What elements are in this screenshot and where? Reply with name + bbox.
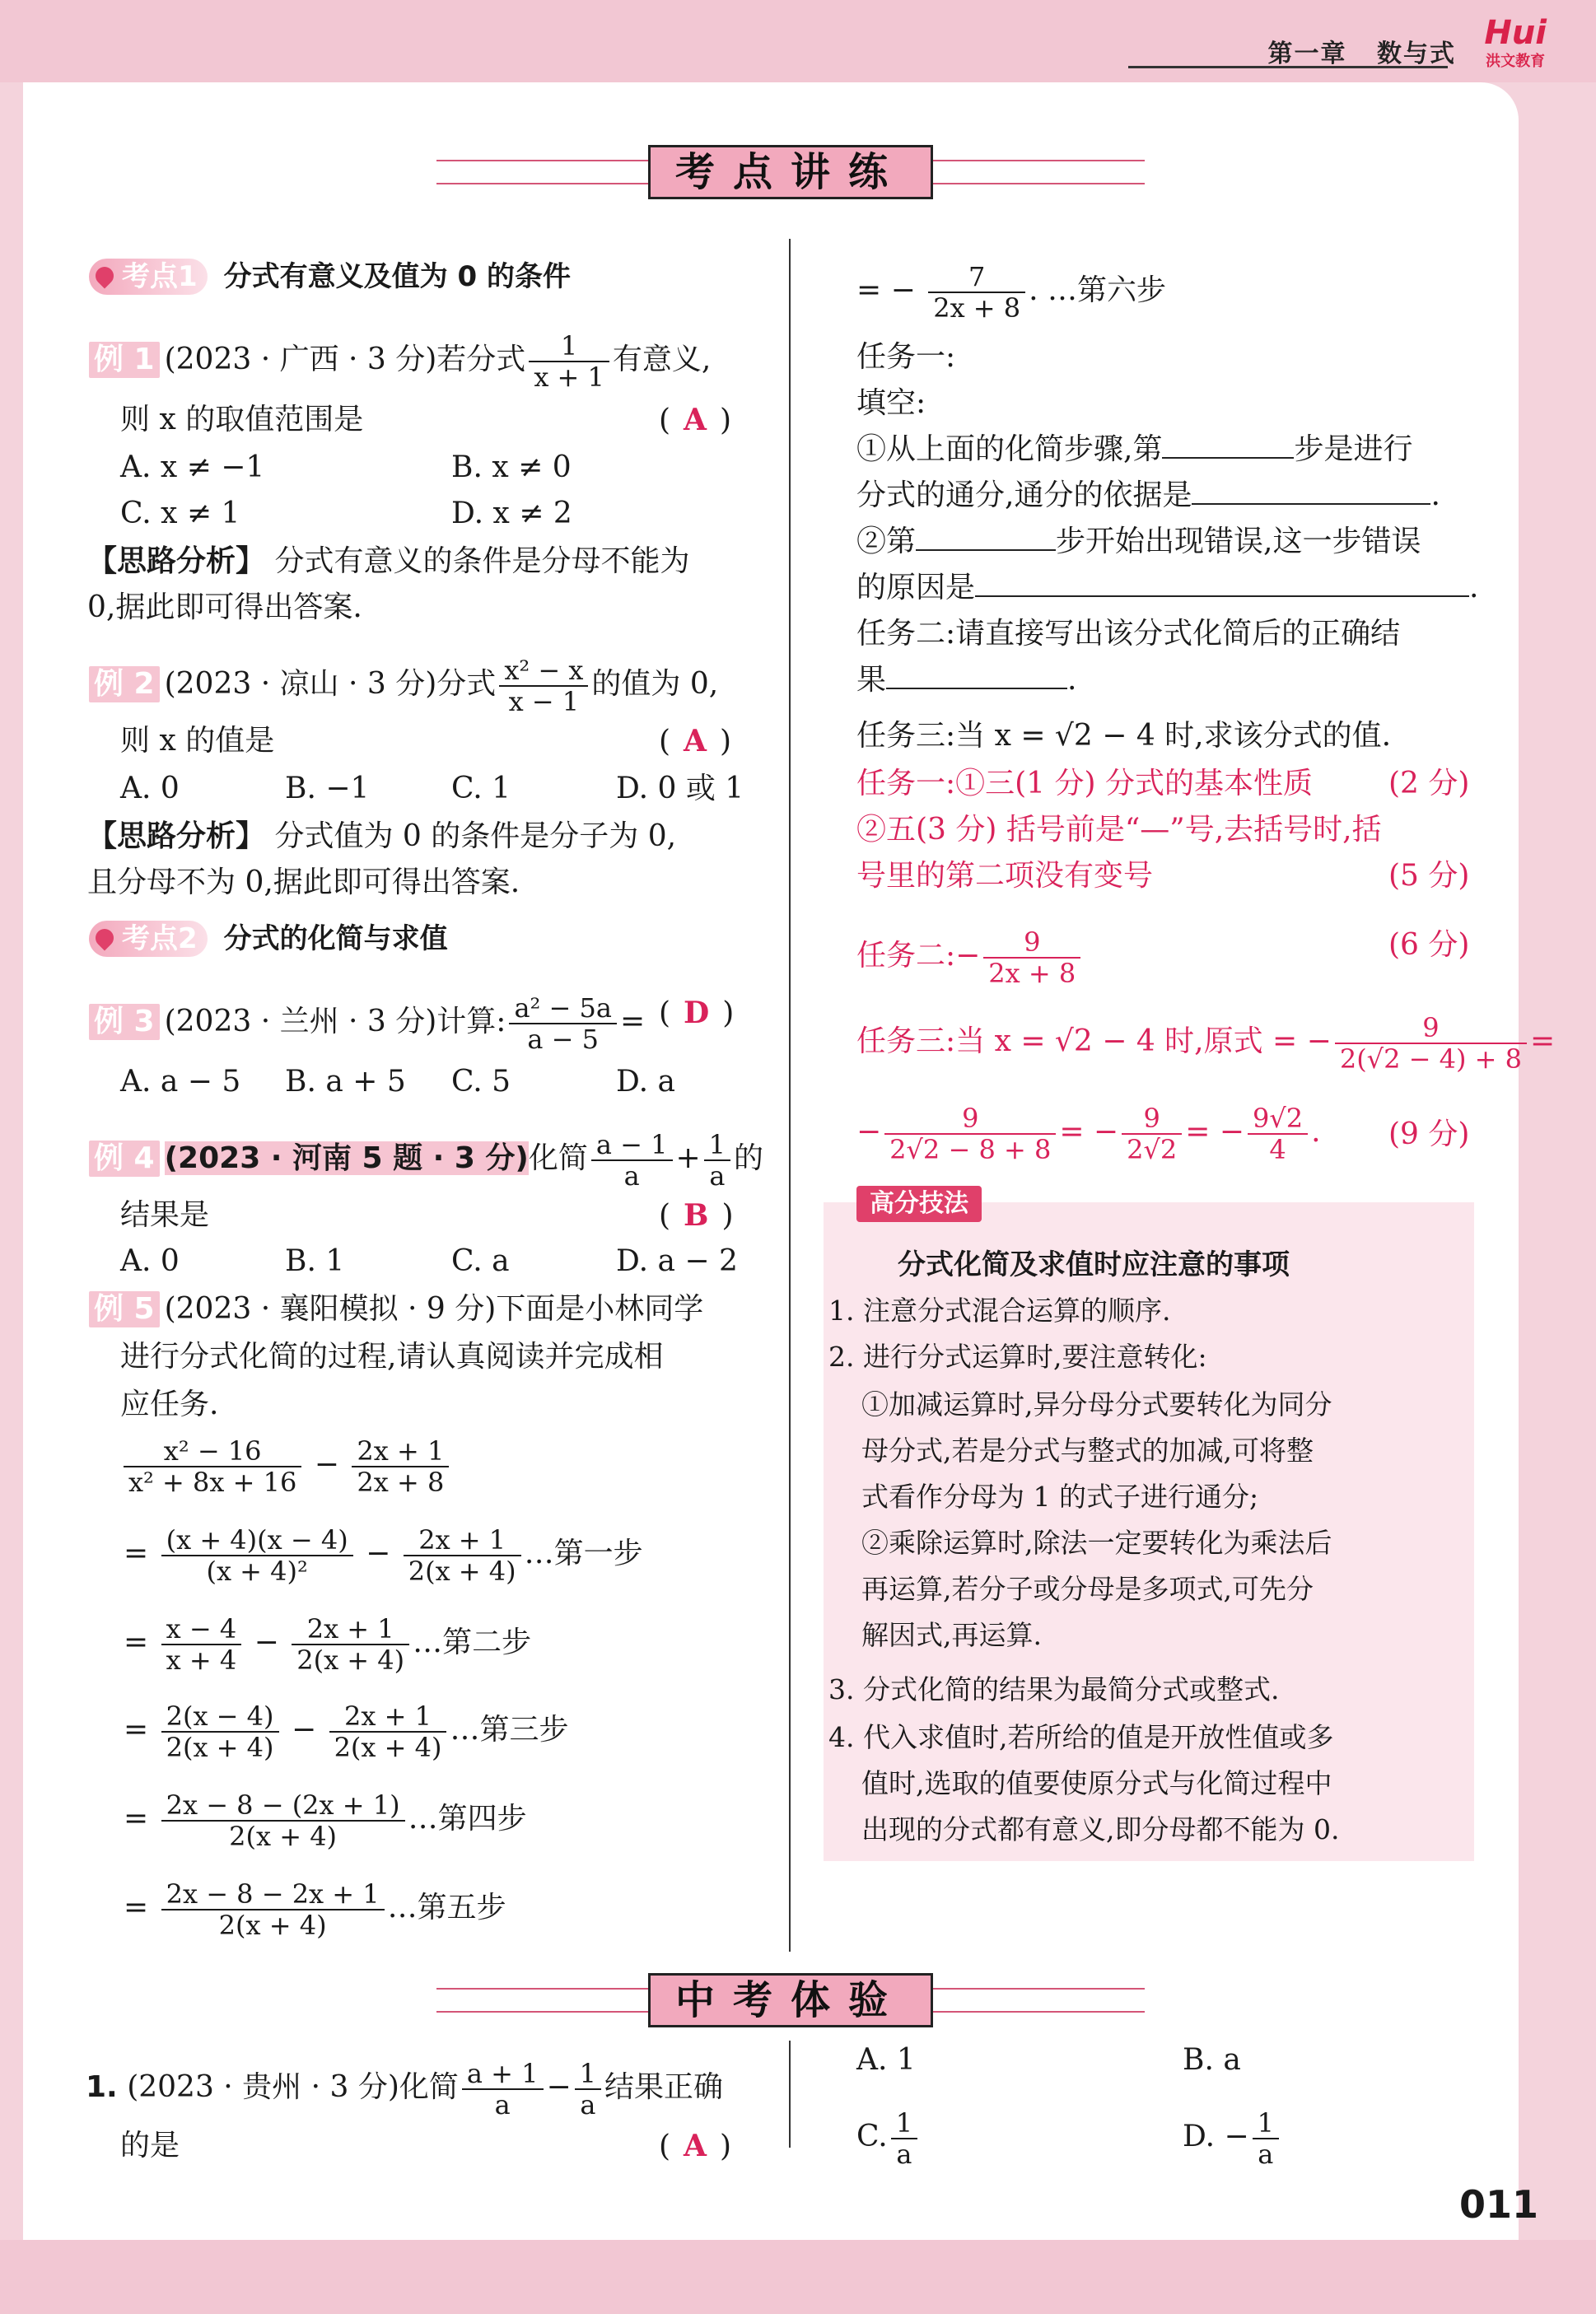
tips-item4-1: 4. 代入求值时,若所给的值是开放性值或多	[828, 1721, 1334, 1753]
solution-score4: (9 分)	[1388, 1117, 1470, 1151]
example2-option-d: D. 0 或 1	[616, 772, 744, 805]
example5-stem: 例 5 (2023 · 襄阳模拟 · 9 分)下面是小林同学	[89, 1291, 703, 1327]
tips-item4-3: 出现的分式都有意义,即分母都不能为 0.	[861, 1813, 1340, 1845]
tips-item4-2: 值时,选取的值要使原分式与化简过程中	[861, 1767, 1332, 1799]
example1-option-b: B. x ≠ 0	[451, 450, 572, 484]
tips-item2-a2: 母分式,若是分式与整式的加减,可将整	[861, 1435, 1314, 1467]
example5-step5: = $\frac{2x - 8 - 2x + 1}{2(x + 4)}$ …第五步	[124, 1878, 506, 1941]
example3-option-a: A. a − 5	[120, 1065, 241, 1099]
solution-score1: (2 分)	[1388, 767, 1470, 800]
example1-option-c: C. x ≠ 1	[120, 497, 240, 530]
question1-option-b: B. a	[1183, 2043, 1241, 2077]
example2-analysis-cont: 且分母不为 0,据此即可得出答案.	[87, 865, 520, 899]
example5-step3: = $\frac{2(x - 4)}{2(x + 4)}$ − $\frac{2x + 1}{2(x + 4)}$ …第三步	[124, 1701, 569, 1763]
publisher-logo: Hui 洪文教育	[1484, 14, 1547, 70]
task1-q1-line2: 分式的通分,通分的依据是 .	[856, 478, 1440, 512]
example1-analysis: 【思路分析】 分式有意义的条件是分母不能为	[87, 544, 690, 578]
example3-option-c: C. 5	[451, 1065, 511, 1099]
example4-option-d: D. a − 2	[616, 1244, 738, 1278]
task1-q2-line1: ②第 步开始出现错误,这一步错误	[856, 525, 1421, 558]
example5-expression: $\frac{\text{x² − 16}}{\text{x² + 8x + 16}}$ − $\frac{2x + 1}{2x + 8}$	[120, 1436, 452, 1497]
solution-line2: ②五(3 分) 括号前是“—”号,去括号时,括	[856, 813, 1382, 847]
kaodian1-heading: 考点1 分式有意义及值为 0 的条件	[89, 259, 571, 295]
tips-item2-a1: ①加减运算时,异分母分式要转化为同分	[861, 1388, 1332, 1421]
footer-band	[0, 2240, 1596, 2314]
question1-answer: ( A )	[659, 2129, 732, 2163]
example2-answer: ( A )	[659, 724, 732, 758]
example5-line3: 应任务.	[120, 1388, 219, 1421]
question1-stem: 1. (2023 · 贵州 · 3 分)化简 $\frac{a + 1}{a}$ − $\frac{1}{a}$ 结果正确	[86, 2058, 724, 2120]
tips-item1: 1. 注意分式混合运算的顺序.	[828, 1295, 1171, 1327]
solution-line6: − $\frac{9}{2√2 - 8 + 8}$ = − $\frac{9}{2√2}$ = − $\frac{9√2}{4}$ .	[856, 1103, 1321, 1165]
tips-item2-b3: 解因式,再运算.	[861, 1619, 1042, 1651]
fill-label: 填空:	[856, 386, 926, 420]
page-number: 011	[1458, 2182, 1538, 2227]
example2-option-a: A. 0	[120, 772, 180, 805]
task1-q1-line1: ①从上面的化简步骤,第 步是进行	[856, 432, 1413, 466]
example5-step4: = $\frac{2x - 8 - (2x + 1)}{2(x + 4)}$ …第四步	[124, 1789, 527, 1852]
solution-line4: 任务二:− $\frac{9}{2x + 8}$	[856, 927, 1084, 988]
example3-option-d: D. a	[616, 1065, 675, 1099]
tips-item2-b1: ②乘除运算时,除法一定要转化为乘法后	[861, 1527, 1332, 1559]
example2-option-b: B. −1	[285, 772, 370, 805]
example4-option-b: B. 1	[285, 1244, 345, 1278]
example3-stem: 例 3 (2023 · 兰州 · 3 分)计算: $\frac{\text{a² − 5a}}{a - 5}$ =	[89, 993, 645, 1054]
question1-option-a: A. 1	[856, 2043, 916, 2077]
example5-line2: 进行分式化简的过程,请认真阅读并完成相	[120, 1340, 664, 1374]
task2-line1: 任务二:请直接写出该分式化简后的正确结	[856, 617, 1401, 651]
solution-line5: 任务三:当 x = √2 − 4 时,原式 = − $\frac{9}{2(√2 - 4) + 8}$ =	[856, 1012, 1556, 1075]
example1-option-a: A. x ≠ −1	[120, 450, 265, 484]
task3-line: 任务三:当 x = √2 − 4 时,求该分式的值.	[856, 719, 1392, 753]
example2-analysis: 【思路分析】 分式值为 0 的条件是分子为 0,	[87, 819, 677, 853]
example1-analysis-cont: 0,据此即可得出答案.	[87, 590, 362, 624]
tips-title: 分式化简及求值时应注意的事项	[898, 1248, 1290, 1281]
solution-score3: (6 分)	[1388, 928, 1470, 962]
tips-tag: 高分技法	[856, 1186, 982, 1222]
solution-line1: 任务一:①三(1 分) 分式的基本性质	[856, 767, 1314, 800]
chapter-heading: 第一章 数与式	[1267, 40, 1456, 68]
example1-line2: 则 x 的取值范围是	[120, 403, 364, 436]
example3-answer: ( D )	[659, 996, 735, 1030]
section-banner-kaodian: 考点讲练	[436, 145, 1145, 199]
question1-line2: 的是	[120, 2129, 180, 2162]
example1-option-d: D. x ≠ 2	[451, 497, 572, 530]
example2-stem: 例 2 (2023 · 凉山 · 3 分)分式 $\frac{\text{x² − x}}{x - 1}$ 的值为 0,	[89, 655, 718, 716]
example5-step6: = − $\frac{7}{2x + 8}$ . …第六步	[856, 261, 1167, 324]
task1-label: 任务一:	[856, 340, 956, 374]
example4-option-a: A. 0	[120, 1244, 180, 1278]
example4-option-c: C. a	[451, 1244, 510, 1278]
task1-q2-line2: 的原因是 .	[856, 571, 1479, 604]
example3-option-b: B. a + 5	[285, 1065, 406, 1099]
solution-score2: (5 分)	[1388, 859, 1470, 893]
example1-answer: ( A )	[659, 403, 732, 437]
example4-line2: 结果是	[120, 1198, 210, 1232]
example5-step1: = $\frac{(x + 4)(x - 4)}{\text{(x + 4)²}}$ − $\frac{2x + 1}{2(x + 4)}$ …第一步	[124, 1524, 643, 1587]
header-rule	[1128, 66, 1448, 68]
question1-option-c: C. $\frac{1}{a}$	[856, 2108, 921, 2169]
example2-line2: 则 x 的值是	[120, 724, 275, 758]
kaodian2-heading: 考点2 分式的化简与求值	[89, 921, 448, 957]
tips-item3: 3. 分式化简的结果为最简分式或整式.	[828, 1673, 1280, 1705]
tips-item2-a3: 式看作分母为 1 的式子进行通分;	[861, 1481, 1259, 1513]
example4-answer: ( B )	[659, 1198, 734, 1233]
column-divider	[789, 239, 791, 1952]
tips-item2: 2. 进行分式运算时,要注意转化:	[828, 1341, 1207, 1373]
column-divider-2	[789, 2041, 791, 2148]
example2-option-c: C. 1	[451, 772, 511, 805]
example5-step2: = $\frac{x - 4}{x + 4}$ − $\frac{2x + 1}{2(x + 4)}$ …第二步	[124, 1613, 532, 1676]
section-banner-zhongkao: 中考体验	[436, 1973, 1145, 2027]
task2-line2: 果 .	[856, 663, 1077, 697]
question1-option-d: D. − $\frac{1}{a}$	[1183, 2108, 1282, 2169]
example4-stem: 例 4 (2023 · 河南 5 题 · 3 分)化简 $\frac{a - 1}{a}$ + $\frac{1}{a}$ 的	[89, 1130, 763, 1191]
example1-stem: 例 1 (2023 · 广西 · 3 分)若分式 $\frac{1}{x + 1}$ 有意义,	[89, 331, 711, 392]
solution-line3: 号里的第二项没有变号	[856, 859, 1154, 893]
tips-item2-b2: 再运算,若分子或分母是多项式,可先分	[861, 1573, 1314, 1605]
